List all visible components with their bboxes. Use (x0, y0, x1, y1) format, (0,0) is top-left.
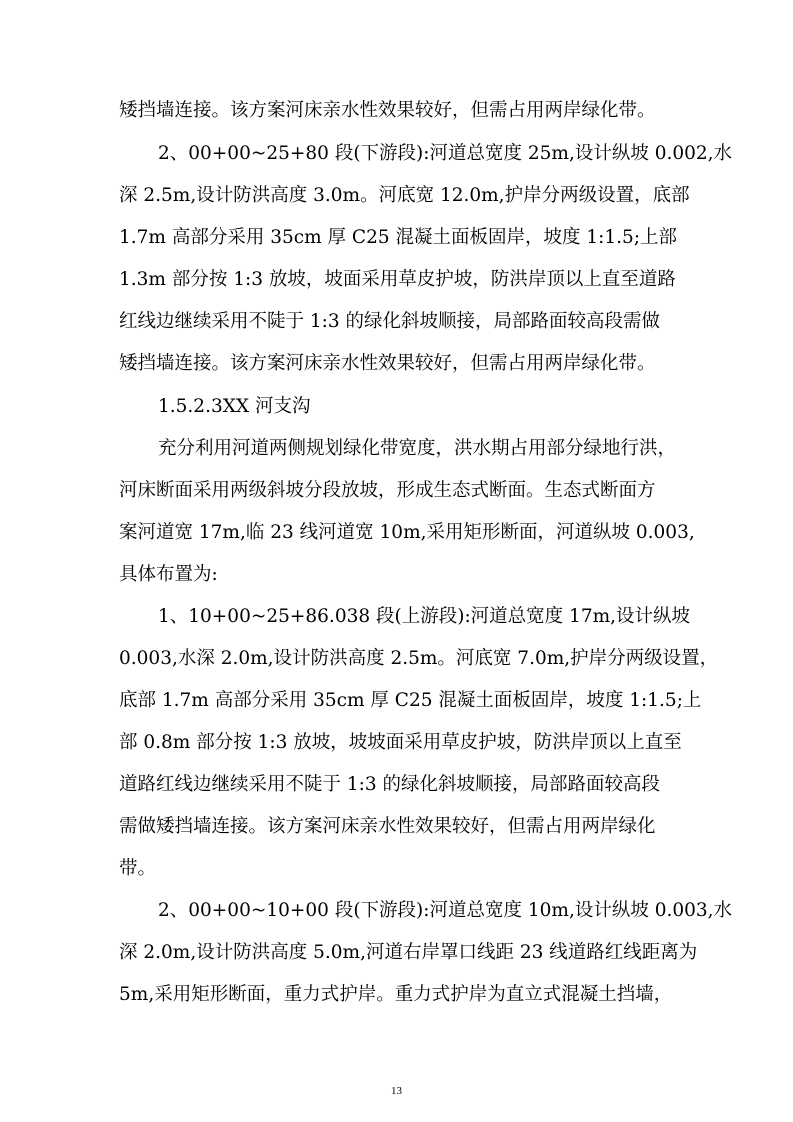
text-line: 2、00+00~25+80 段(下游段):河道总宽度 25m,设计纵坡 0.002,水 (158, 143, 733, 164)
text-line: 矮挡墙连接。该方案河床亲水性效果较好，但需占用两岸绿化带。 (119, 353, 656, 374)
text-line: 案河道宽 17m,临 23 线河道宽 10m,采用矩形断面，河道纵坡 0.003, (119, 522, 695, 543)
text-line: 2、00+00~10+00 段(下游段):河道总宽度 10m,设计纵坡 0.003,水 (158, 900, 733, 921)
text-line: 部 0.8m 部分按 1:3 放坡，坡坡面采用草皮护坡，防洪岸顶以上直至 (119, 732, 682, 753)
text-line: 0.003,水深 2.0m,设计防洪高度 2.5m。河底宽 7.0m,护岸分两级设置， (119, 648, 719, 669)
text-line: 需做矮挡墙连接。该方案河床亲水性效果较好，但需占用两岸绿化 (119, 816, 656, 837)
text-line: 深 2.5m,设计防洪高度 3.0m。河底宽 12.0m,护岸分两级设置，底部 (119, 185, 690, 206)
text-line: 充分利用河道两侧规划绿化带宽度，洪水期占用部分绿地行洪， (158, 438, 677, 459)
text-line: 道路红线边继续采用不陡于 1:3 的绿化斜坡顺接，局部路面较高段 (119, 774, 661, 795)
page-number: 13 (391, 1085, 402, 1097)
text-line: 带。 (119, 858, 157, 879)
text-line: 河床断面采用两级斜坡分段放坡，形成生态式断面。生态式断面方 (119, 480, 656, 501)
text-line: 1、10+00~25+86.038 段(上游段):河道总宽度 17m,设计纵坡 (158, 606, 691, 627)
text-line: 1.3m 部分按 1:3 放坡，坡面采用草皮护坡，防洪岸顶以上直至道路 (119, 269, 676, 290)
text-line: 矮挡墙连接。该方案河床亲水性效果较好，但需占用两岸绿化带。 (119, 100, 656, 121)
text-line: 1.7m 高部分采用 35cm 厚 C25 混凝土面板固岸，坡度 1:1.5;上部 (119, 227, 678, 248)
text-line: 红线边继续采用不陡于 1:3 的绿化斜坡顺接，局部路面较高段需做 (119, 311, 661, 332)
section-heading: 1.5.2.3XX 河支沟 (158, 396, 311, 417)
text-line: 深 2.0m,设计防洪高度 5.0m,河道右岸罩口线距 23 线道路红线距离为 (119, 942, 698, 963)
text-line: 具体布置为: (119, 564, 218, 585)
text-line: 5m,采用矩形断面，重力式护岸。重力式护岸为直立式混凝土挡墙， (119, 984, 673, 1005)
text-line: 底部 1.7m 高部分采用 35cm 厚 C25 混凝土面板固岸，坡度 1:1.5;上 (119, 690, 702, 711)
